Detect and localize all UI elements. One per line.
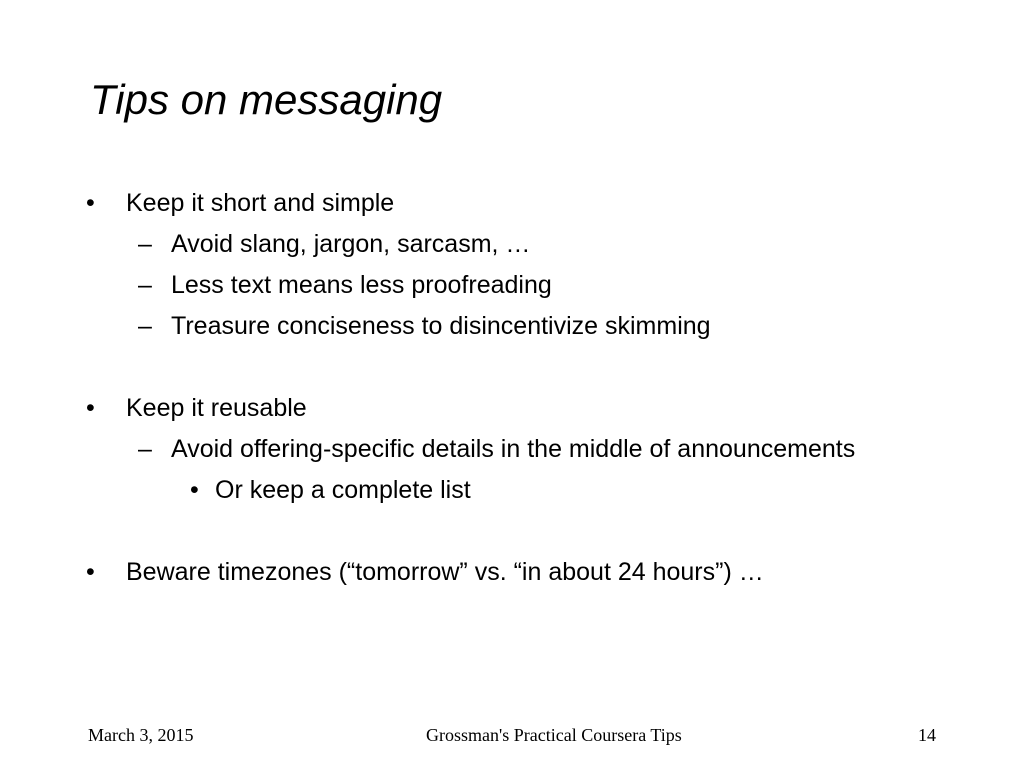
sub-bullet-item: Avoid offering-specific details in the middle of announcements <box>171 435 856 463</box>
bullet-marker: • <box>86 558 95 586</box>
bullet-marker: • <box>86 394 95 422</box>
sub-bullet-item: Avoid slang, jargon, sarcasm, … <box>171 230 531 258</box>
sub-bullet-item: Less text means less proofreading <box>171 271 552 299</box>
bullet-item: Keep it reusable <box>126 394 307 422</box>
footer-date: March 3, 2015 <box>88 725 194 745</box>
bullet-item: Beware timezones (“tomorrow” vs. “in about 24 hours”) … <box>126 558 764 586</box>
bullet-item: Keep it short and simple <box>126 189 395 217</box>
dash-marker: – <box>138 312 152 340</box>
footer-page-number: 14 <box>918 725 936 745</box>
dash-marker: – <box>138 230 152 258</box>
sub-bullet-item: Treasure conciseness to disincentivize skimming <box>171 312 711 340</box>
footer-title: Grossman's Practical Coursera Tips <box>426 725 682 745</box>
bullet-marker-level3: • <box>190 476 199 504</box>
dash-marker: – <box>138 435 152 463</box>
sub-sub-bullet-item: Or keep a complete list <box>215 476 471 504</box>
bullet-marker: • <box>86 189 95 217</box>
dash-marker: – <box>138 271 152 299</box>
slide-title: Tips on messaging <box>90 76 443 123</box>
